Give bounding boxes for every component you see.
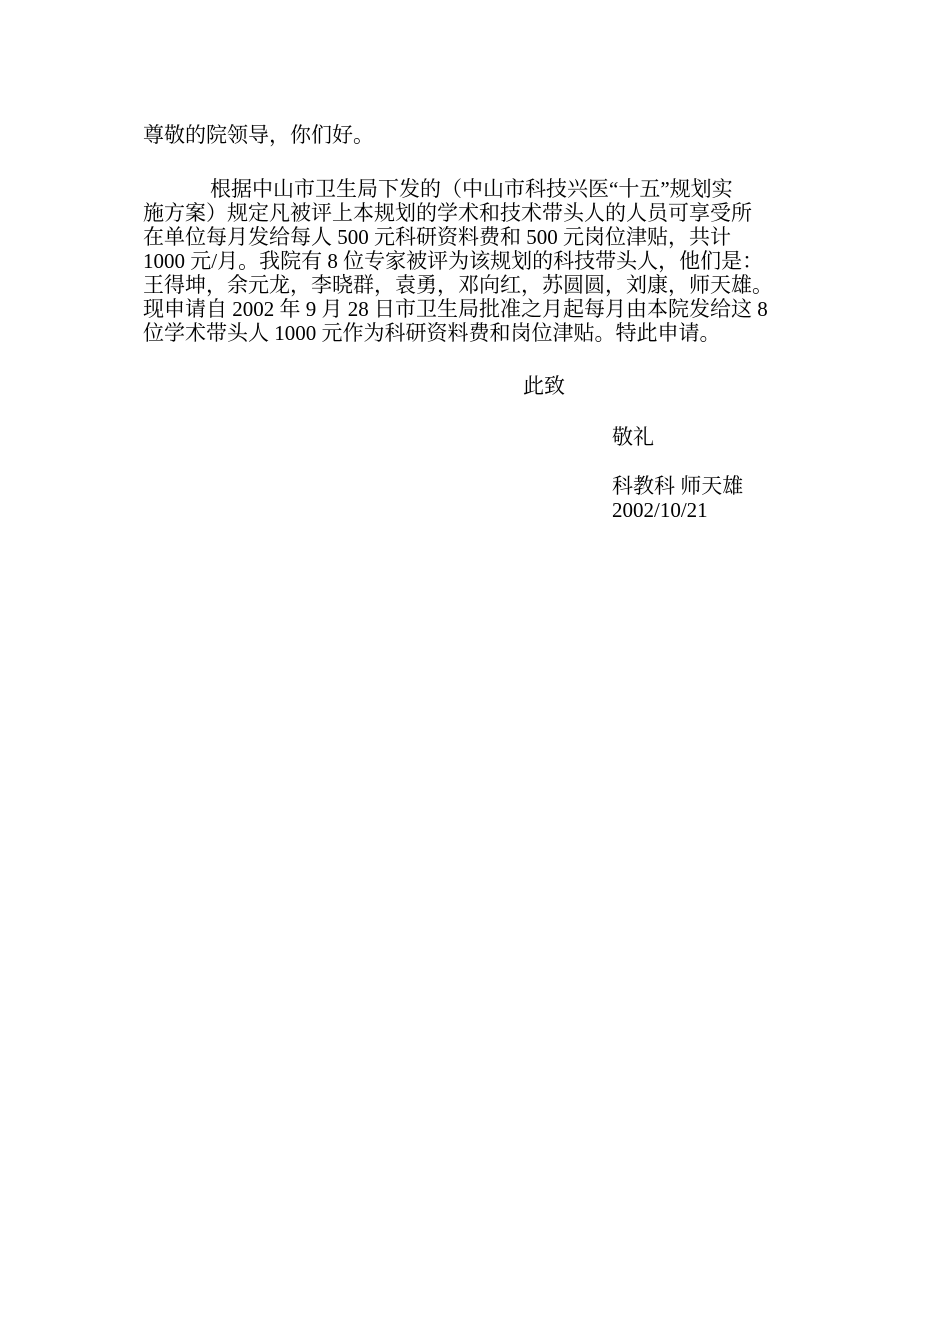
body-line-3: 在单位每月发给每人 500 元科研资料费和 500 元岗位津贴，共计 [143,225,731,249]
closing-salutation: 此致 [523,374,565,398]
body-line-1: 根据中山市卫生局下发的（中山市科技兴医“十五”规划实 [210,177,733,201]
signature-date: 2002/10/21 [612,498,708,522]
body-line-7: 位学术带头人 1000 元作为科研资料费和岗位津贴。特此申请。 [143,321,721,345]
body-line-4: 1000 元/月。我院有 8 位专家被评为该规划的科技带头人，他们是： [143,249,764,273]
body-line-5: 王得坤，余元龙，李晓群，袁勇，邓向红，苏圆圆，刘康，师天雄。 [143,273,773,297]
closing-regards: 敬礼 [612,425,654,449]
signature-department: 科教科 师天雄 [612,474,744,498]
body-line-2: 施方案）规定凡被评上本规划的学术和技术带头人的人员可享受所 [143,201,752,225]
greeting: 尊敬的院领导，你们好。 [143,123,374,147]
body-line-6: 现申请自 2002 年 9 月 28 日市卫生局批准之月起每月由本院发给这 8 [143,297,768,321]
